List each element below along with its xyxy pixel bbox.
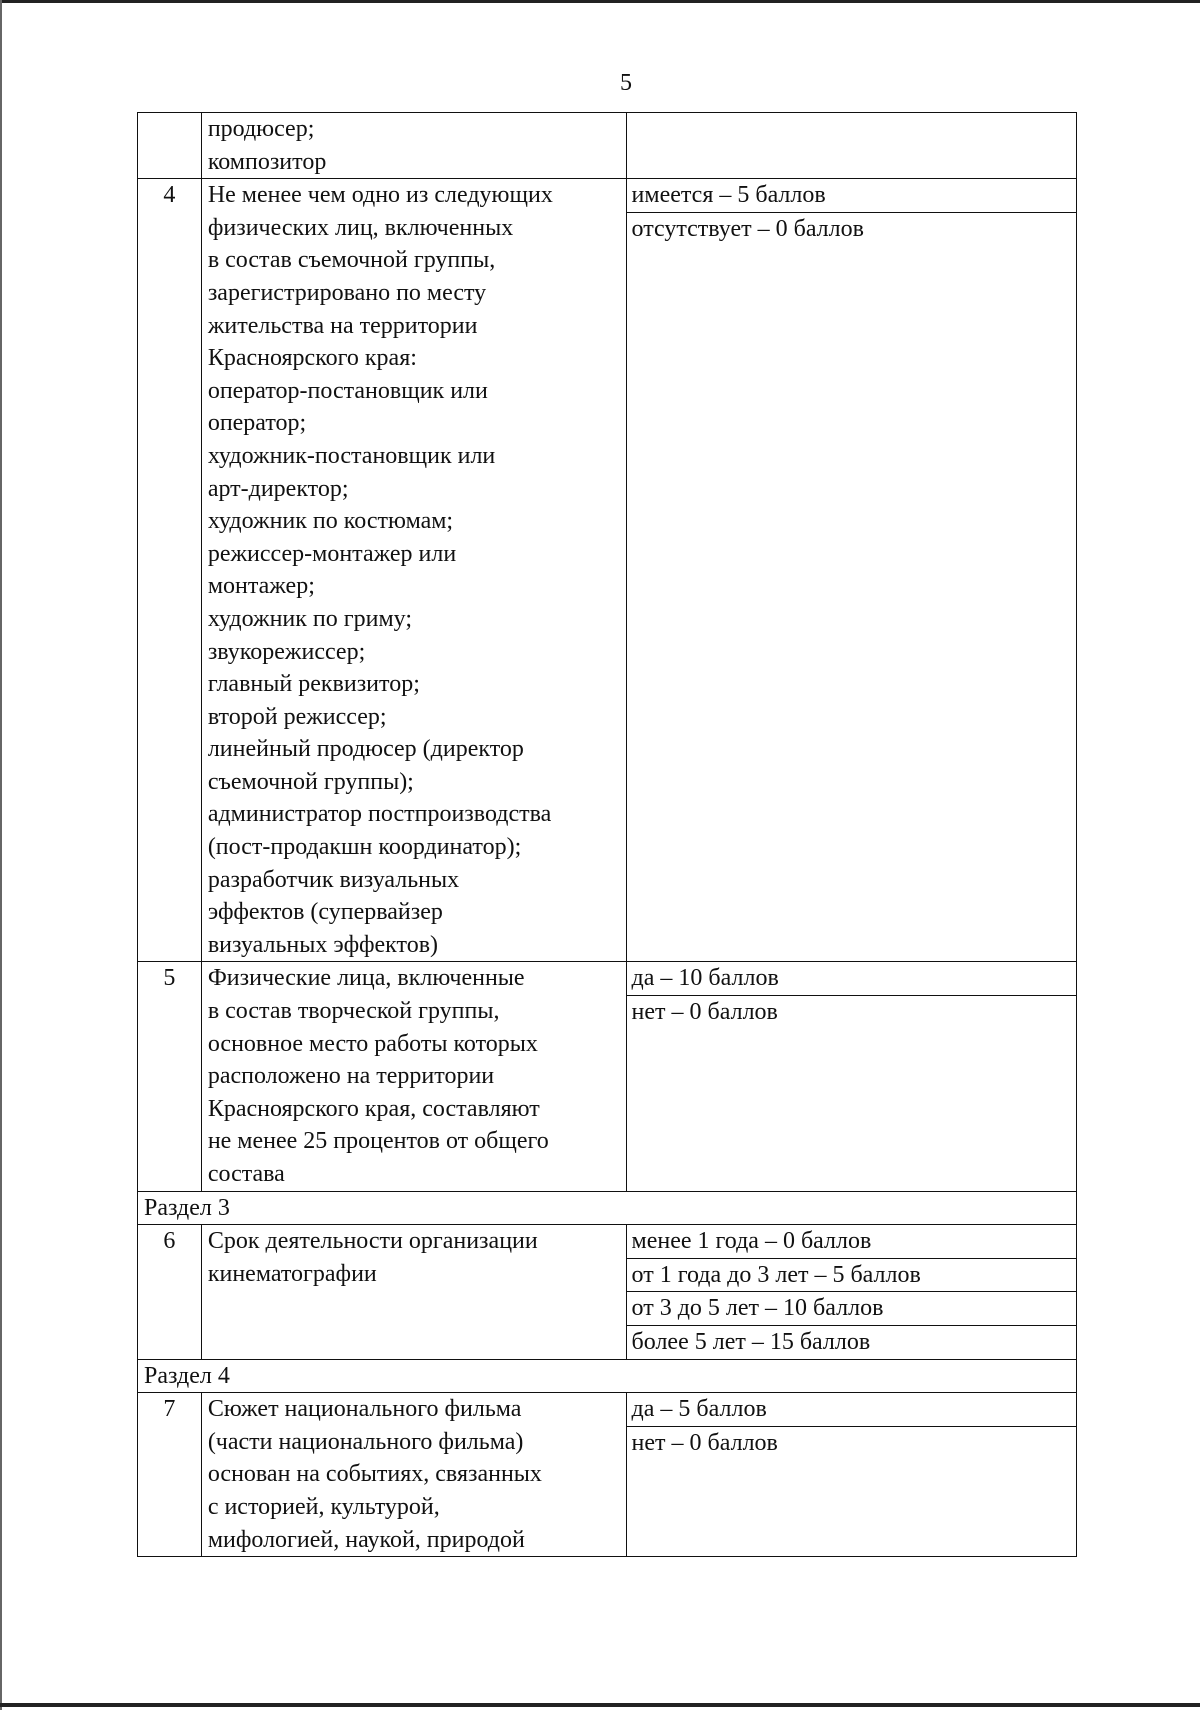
criterion-number: 5 — [138, 962, 202, 1191]
criterion-text-line: съемочной группы); — [207, 768, 414, 795]
criterion-description — [201, 1393, 626, 1557]
criterion-text-line: мифологией, наукой, природой — [207, 1526, 525, 1553]
criterion-description — [201, 113, 626, 179]
criterion-text-line: звукорежиссер; — [207, 638, 366, 665]
criterion-text-line: разработчик визуальных — [207, 866, 460, 893]
criterion-text-line: монтажер; — [207, 573, 315, 600]
criterion-text-line: жительства на территории — [207, 312, 478, 339]
criterion-text-line: оператор; — [207, 410, 307, 437]
criterion-text-line: продюсер; — [207, 116, 315, 142]
criterion-text-line: Физические лица, включенные — [207, 965, 525, 992]
criterion-text-line: в состав съемочной группы, — [207, 247, 496, 274]
criterion-text-line: в состав творческой группы, — [207, 998, 500, 1025]
criterion-text-line: эффектов (супервайзер — [207, 899, 443, 926]
criterion-text-line: Красноярского края: — [207, 345, 417, 372]
criterion-text-line: не менее 25 процентов от общего — [207, 1128, 549, 1155]
criterion-text-line: состава — [207, 1161, 285, 1187]
criterion-text-line: Срок деятельности организации — [207, 1228, 538, 1255]
score-option: нет – 0 баллов — [631, 1429, 778, 1456]
criterion-text-line: главный реквизитор; — [207, 671, 420, 698]
scan-edge-bottom — [0, 1703, 1200, 1707]
section-heading: Раздел 3 — [138, 1191, 1077, 1225]
score-option: от 3 до 5 лет – 10 баллов — [627, 1292, 1076, 1326]
criterion-text-line: композитор — [207, 148, 327, 175]
score-options — [626, 1225, 1076, 1359]
score-options — [626, 1393, 1076, 1557]
criterion-text-line: кинематографии — [207, 1260, 377, 1287]
section-heading: Раздел 4 — [138, 1359, 1077, 1393]
score-options — [626, 962, 1076, 1191]
score-options — [626, 113, 1076, 179]
score-option: более 5 лет – 15 баллов — [631, 1328, 871, 1355]
criterion-text-line: основное место работы которых — [207, 1030, 538, 1057]
criterion-text-line: художник по костюмам; — [207, 508, 454, 535]
criterion-text-line: физических лиц, включенных — [207, 214, 514, 241]
criterion-description — [201, 179, 626, 962]
score-option: нет – 0 баллов — [631, 999, 778, 1026]
score-option: имеется – 5 баллов — [627, 179, 1076, 213]
criterion-text-line: визуальных эффектов) — [207, 931, 439, 958]
criterion-text-line: с историей, культурой, — [207, 1493, 440, 1520]
criterion-text-line: художник по гриму; — [207, 605, 412, 632]
criterion-row — [138, 1225, 1077, 1359]
criterion-row — [138, 962, 1077, 1191]
score-options — [626, 179, 1076, 962]
section-row — [138, 1359, 1077, 1393]
criterion-text-line: (пост-продакшн координатор); — [207, 834, 522, 861]
criterion-number: 7 — [138, 1393, 202, 1557]
score-option: да – 5 баллов — [627, 1393, 1076, 1427]
criterion-text-line: оператор-постановщик или — [207, 377, 488, 404]
criterion-description — [201, 962, 626, 1191]
criterion-text-line: режиссер-монтажер или — [207, 540, 457, 567]
criterion-text-line: зарегистрировано по месту — [207, 279, 487, 306]
score-option: от 1 года до 3 лет – 5 баллов — [627, 1259, 1076, 1293]
scan-edge-left — [0, 0, 2, 1710]
criteria-table — [137, 112, 1077, 1557]
criterion-text-line: (части национального фильма) — [207, 1428, 524, 1455]
criterion-text-line: расположено на территории — [207, 1063, 495, 1090]
score-option: менее 1 года – 0 баллов — [627, 1225, 1076, 1259]
criterion-text-line: линейный продюсер (директор — [207, 736, 524, 763]
criterion-number: 4 — [138, 179, 202, 962]
criterion-number — [138, 113, 202, 179]
criterion-row — [138, 113, 1077, 179]
criterion-text-line: арт-директор; — [207, 475, 349, 502]
criterion-text-line: основан на событиях, связанных — [207, 1461, 542, 1488]
score-option: да – 10 баллов — [627, 962, 1076, 996]
criterion-description — [201, 1225, 626, 1359]
criterion-text-line: администратор постпроизводства — [207, 801, 552, 828]
criterion-row — [138, 1393, 1077, 1557]
criterion-text-line: Не менее чем одно из следующих — [207, 182, 553, 209]
criterion-text-line: Красноярского края, составляют — [207, 1095, 540, 1122]
criteria-table-body — [138, 113, 1077, 1557]
page-number: 5 — [620, 70, 632, 96]
criterion-text-line: второй режиссер; — [207, 703, 387, 730]
scan-edge-top — [0, 0, 1200, 3]
section-row — [138, 1191, 1077, 1225]
criterion-text-line: Сюжет национального фильма — [207, 1396, 522, 1423]
score-option: отсутствует – 0 баллов — [631, 215, 864, 242]
criterion-row — [138, 179, 1077, 962]
criterion-number: 6 — [138, 1225, 202, 1359]
criterion-text-line: художник-постановщик или — [207, 442, 496, 469]
